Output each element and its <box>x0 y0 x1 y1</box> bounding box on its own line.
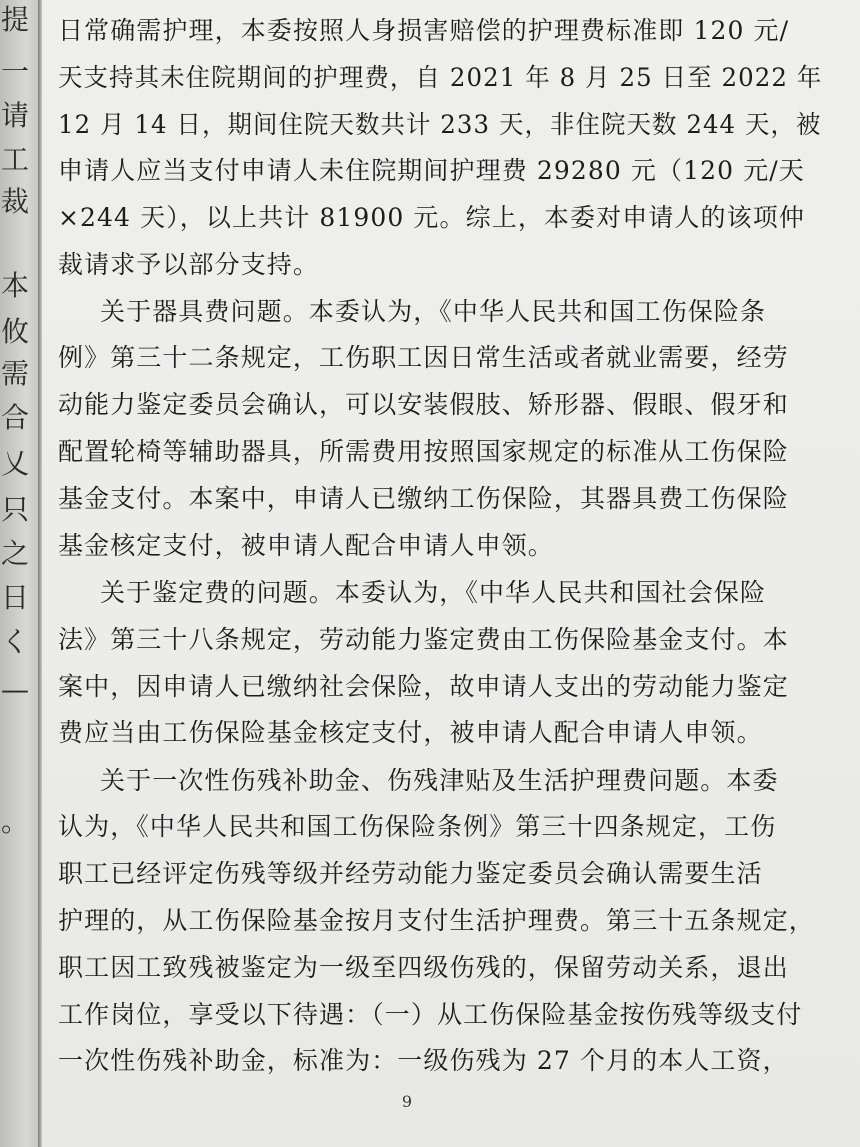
margin-char: 提 <box>0 3 29 36</box>
text-line: 裁请求予以部分支持。 <box>58 250 320 279</box>
margin-char: 攸 <box>0 315 29 348</box>
text-line: ×244 天），以上共计 81900 元。综上，本委对申请人的该项仲 <box>58 203 805 232</box>
margin-char: 需 <box>0 357 29 390</box>
margin-char: 。 <box>0 805 29 838</box>
text-line: 基金支付。本案中，申请人已缴纳工伤保险，其器具费工伤保险 <box>58 484 789 513</box>
margin-char: 之 <box>0 537 29 570</box>
text-line: 关于一次性伤残补助金、伤残津贴及生活护理费问题。本委 <box>100 766 779 795</box>
text-line: 职工已经评定伤残等级并经劳动能力鉴定委员会确认需要生活 <box>58 859 763 888</box>
margin-char: 乂 <box>0 447 29 480</box>
text-line: 12 月 14 日，期间住院天数共计 233 天，非住院天数 244 天，被 <box>58 110 822 139</box>
text-line: 费应当由工伤保险基金核定支付，被申请人配合申请人申领。 <box>58 718 763 747</box>
page-number: 9 <box>401 1092 413 1111</box>
margin-char: 日 <box>0 581 29 614</box>
text-line: 护理的，从工伤保险基金按月支付生活护理费。第三十五条规定， <box>58 906 815 935</box>
document-page <box>42 0 860 1147</box>
margin-char: 裁 <box>0 185 29 218</box>
margin-char: 请 <box>0 99 29 132</box>
text-line: 天支持其未住院期间的护理费，自 2021 年 8 月 25 日至 2022 年 <box>58 63 823 92</box>
margin-char: く <box>0 625 29 658</box>
text-line: 工作岗位，享受以下待遇：（一）从工伤保险基金按伤残等级支付 <box>58 1000 803 1029</box>
previous-page-strip <box>0 0 40 1147</box>
text-line: 例》第三十二条规定，工伤职工因日常生活或者就业需要，经劳 <box>58 343 789 372</box>
text-line: 申请人应当支付申请人未住院期间护理费 29280 元（120 元/天 <box>58 156 805 185</box>
text-line: 关于器具费问题。本委认为，《中华人民共和国工伤保险条 <box>100 297 767 326</box>
text-line: 案中，因申请人已缴纳社会保险，故申请人支出的劳动能力鉴定 <box>58 672 789 701</box>
text-line: 基金核定支付，被申请人配合申请人申领。 <box>58 531 554 560</box>
margin-char: 一 <box>0 55 29 88</box>
margin-char: 工 <box>0 143 29 176</box>
margin-char: — <box>1 673 29 706</box>
text-line: 动能力鉴定委员会确认，可以安装假肢、矫形器、假眼、假牙和 <box>58 390 789 419</box>
margin-char: 合 <box>0 401 29 434</box>
text-line: 职工因工致残被鉴定为一级至四级伤残的，保留劳动关系，退出 <box>58 953 789 982</box>
text-line: 日常确需护理，本委按照人身损害赔偿的护理费标准即 120 元/ <box>58 16 790 45</box>
margin-char: 只 <box>0 493 29 526</box>
text-line: 配置轮椅等辅助器具，所需费用按照国家规定的标准从工伤保险 <box>58 437 789 466</box>
text-line: 认为，《中华人民共和国工伤保险条例》第三十四条规定，工伤 <box>58 812 777 841</box>
text-line: 法》第三十八条规定，劳动能力鉴定费由工伤保险基金支付。本 <box>58 625 789 654</box>
margin-char: 本 <box>0 269 29 302</box>
text-line: 关于鉴定费的问题。本委认为，《中华人民共和国社会保险 <box>100 578 767 607</box>
text-line: 一次性伤残补助金，标准为：一级伤残为 27 个月的本人工资， <box>58 1046 789 1075</box>
